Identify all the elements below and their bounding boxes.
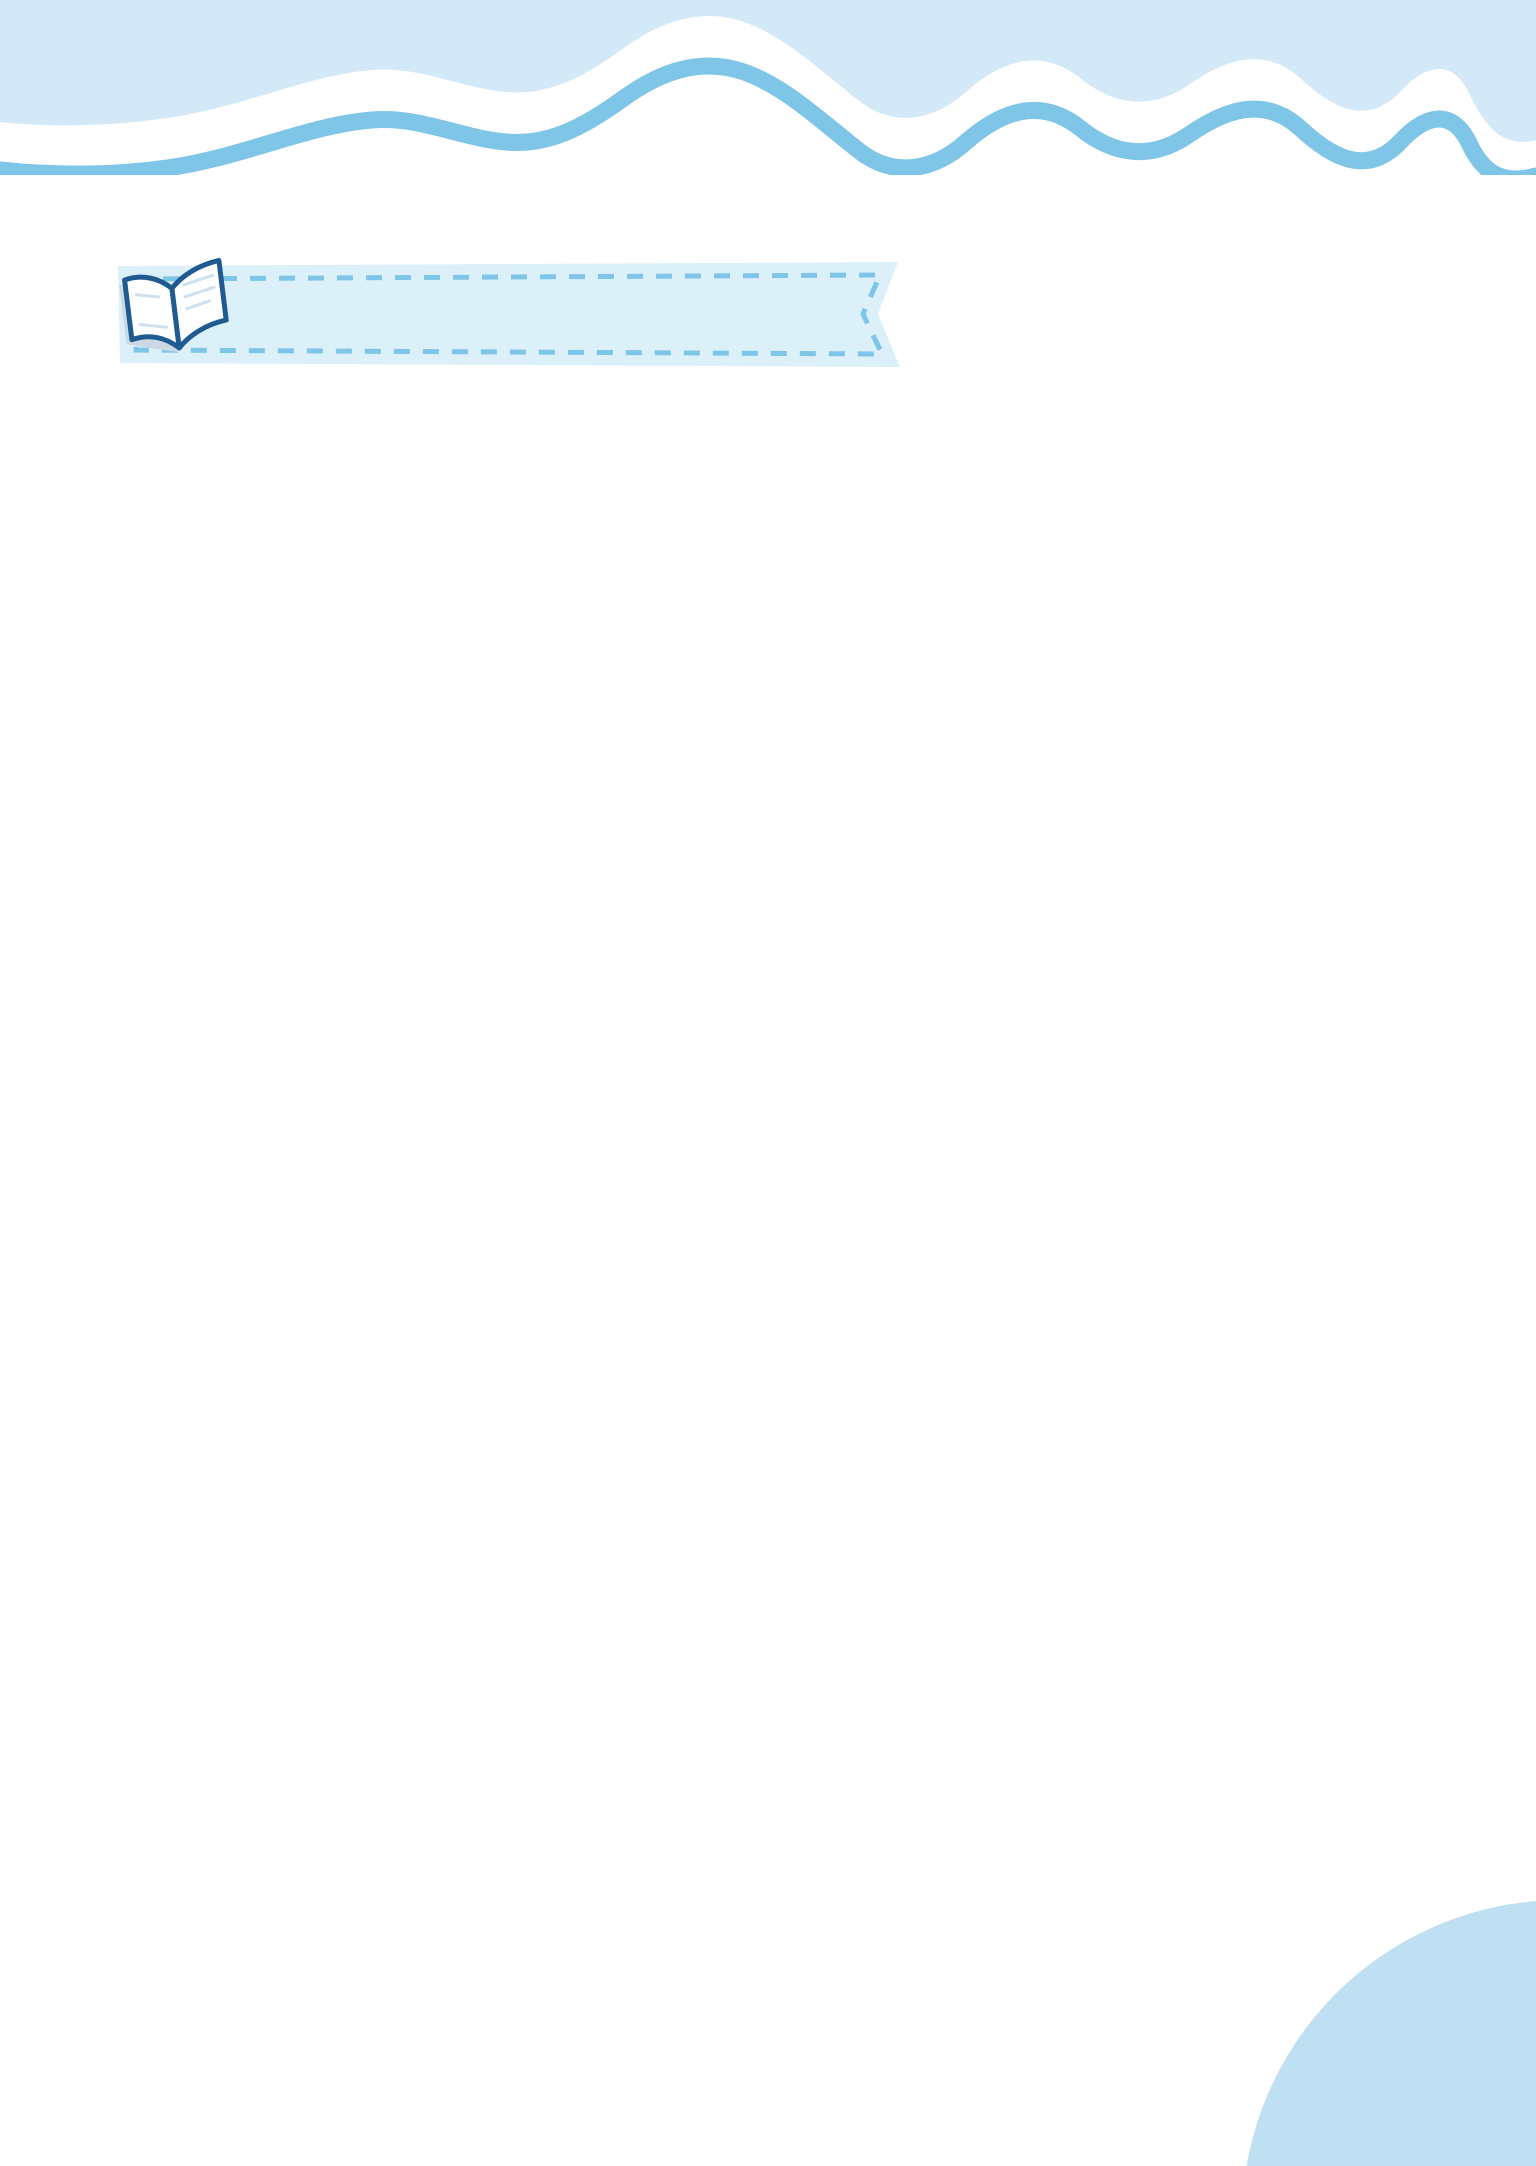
section-header-banner [118,262,956,367]
wave-stroke-line [0,66,1536,175]
page-corner-decoration [1206,1866,1536,2166]
open-book-icon [100,240,252,370]
page-corner-shape [1242,1900,1536,2166]
wave-fill-shape [0,0,1536,142]
top-wave-decoration [0,0,1536,175]
section-title [376,280,896,352]
